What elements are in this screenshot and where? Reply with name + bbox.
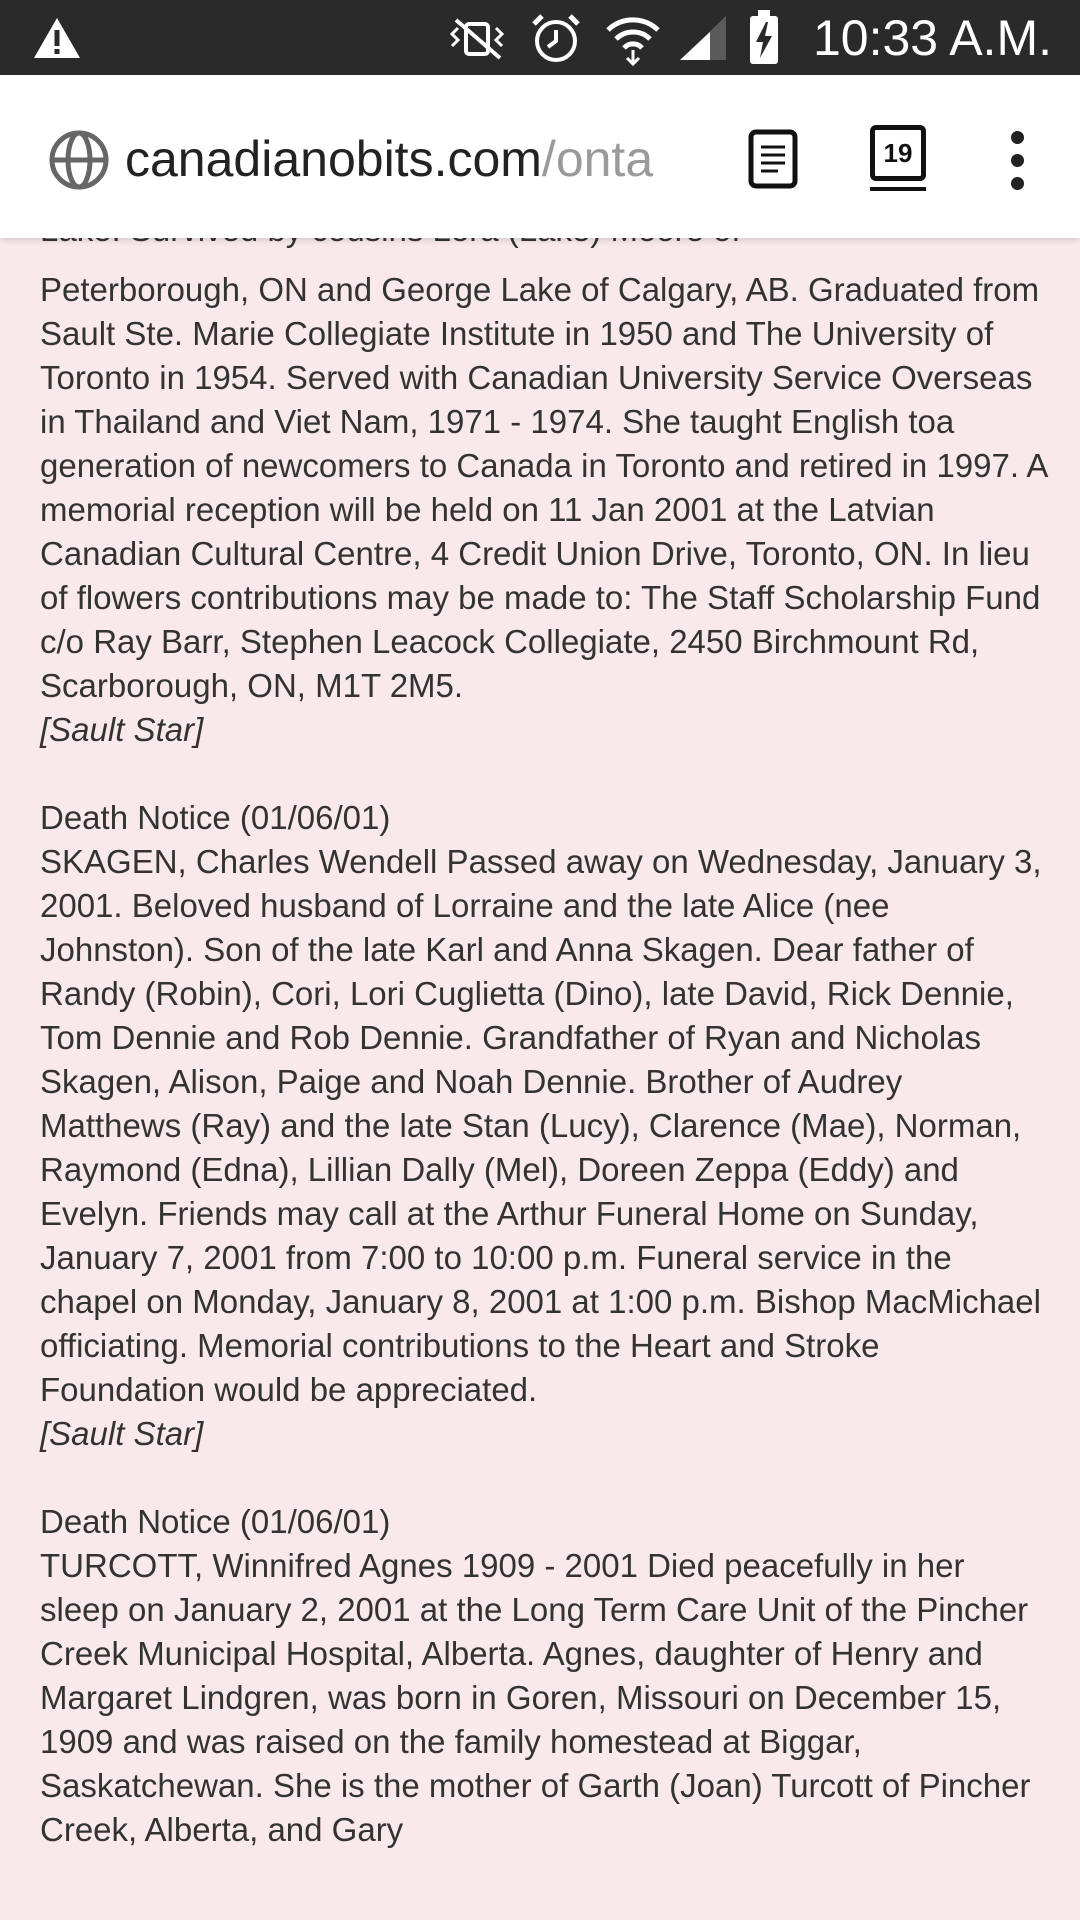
notice-body: Peterborough, ON and George Lake of Calgary, AB. Graduated from Sault Ste. Marie Collegiate Institute in 1950 and The University of Toronto in 1954. Served with Canadian University Service Overseas in Thailand and Viet Nam, 1971 - 1974. She taught English toa generation of newcomers to Canada in Toronto and retired in 1997. A memorial reception will be held on 11 Jan 2001 at the Latvian Canadian Cultural Centre, 4 Credit Union Drive, Toronto, ON. In lieu of flowers contributions may be made to: The Staff Scholarship Fund c/o Ray Barr, Stephen Leacock Collegiate, 2450 Birchmount Rd, Scarborough, ON, M1T 2M5. — [40, 271, 1047, 704]
url-field[interactable] — [125, 127, 705, 191]
vibrate-mute-icon — [448, 18, 508, 60]
signal-icon — [672, 14, 728, 62]
browser-toolbar — [0, 75, 1080, 238]
tabs-icon[interactable]: 19 — [870, 125, 926, 181]
notice-source: [Sault Star] — [40, 1415, 204, 1452]
more-menu-icon[interactable] — [1002, 131, 1032, 191]
notice-heading: Death Notice (01/06/01) — [40, 799, 391, 836]
globe-icon — [48, 129, 110, 191]
status-time: 10:33 A.M. — [812, 10, 1052, 66]
notice-body: TURCOTT, Winnifred Agnes 1909 - 2001 Died peacefully in her sleep on January 2, 2001 at the Long Term Care Unit of the Pincher Creek Municipal Hospital, Alberta. Agnes, daughter of Henry and Margaret Lindgren, was born in Goren, Missouri on December 15, 1909 and was raised on the family homestead at Biggar, Saskatchewan. She is the mother of Garth (Joan) Turcott of Pincher Creek, Alberta, and Gary — [40, 1547, 1031, 1848]
wifi-icon — [604, 10, 662, 66]
notice-source: [Sault Star] — [40, 711, 204, 748]
url-host: canadianobits.com — [125, 131, 542, 187]
notice-body: SKAGEN, Charles Wendell Passed away on Wednesday, January 3, 2001. Beloved husband of Lorraine and the late Alice (nee Johnston). Son of the late Karl and Anna Skagen. Dear father of Randy (Robin), Cori, Lori Cuglietta (Dino), late David, Rick Dennie, Tom Dennie and Rob Dennie. Grandfather of Ryan and Nicholas Skagen, Alison, Paige and Noah Dennie. Brother of Audrey Matthews (Ray) and the late Stan (Lucy), Clarence (Mae), Norman, Raymond (Edna), Lillian Dally (Mel), Doreen Zeppa (Eddy) and Evelyn. Friends may call at the Arthur Funeral Home on Sunday, January 7, 2001 from 7:00 to 10:00 p.m. Funeral service in the chapel on Monday, January 8, 2001 at 1:00 p.m. Bishop MacMichael officiating. Memorial contributions to the Heart and Stroke Foundation would be appreciated. — [40, 843, 1042, 1408]
warning-icon — [32, 16, 82, 60]
notice-heading: Death Notice (01/06/01) — [40, 1503, 391, 1540]
battery-charging-icon — [748, 8, 780, 66]
death-notice — [40, 796, 1050, 1456]
reader-mode-icon[interactable] — [748, 129, 798, 189]
alarm-icon — [528, 12, 584, 64]
status-bar — [0, 0, 1080, 75]
url-path: /onta — [541, 131, 654, 187]
tabs-underline — [870, 187, 926, 191]
obituary-content — [40, 224, 1050, 1852]
death-notice — [40, 1500, 1050, 1852]
